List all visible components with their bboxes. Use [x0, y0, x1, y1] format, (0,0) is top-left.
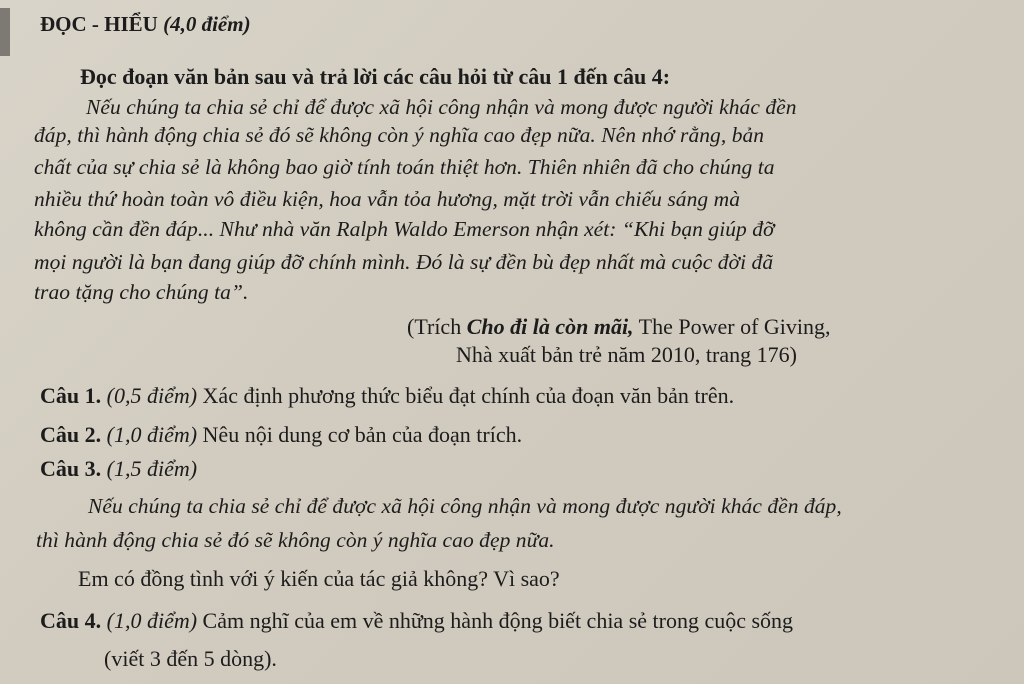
question-3-prompt: Em có đồng tình với ý kiến của tác giả không? Vì sao? [78, 566, 560, 591]
citation-rest: The Power of Giving, [633, 314, 831, 339]
section-title-label: ĐỌC - HIỂU [40, 12, 158, 36]
question-points: (1,0 điểm) [106, 608, 198, 633]
passage-line: không cần đền đáp... Như nhà văn Ralph Waldo Emerson nhận xét: “Khi bạn giúp đỡ [34, 217, 775, 241]
question-text: Cảm nghĩ của em về những hành động biết chia sẻ trong cuộc sống [202, 608, 794, 633]
citation-open: (Trích [407, 314, 467, 339]
question-points: (1,5 điểm) [106, 456, 198, 481]
passage-line: Nếu chúng ta chia sẻ chỉ để được xã hội công nhận và mong được người khác đền [86, 95, 797, 119]
instruction: Đọc đoạn văn bản sau và trả lời các câu hỏi từ câu 1 đến câu 4: [80, 64, 671, 89]
question-1 [40, 383, 734, 409]
question-label: Câu 2. [40, 422, 102, 447]
question-text: Xác định phương thức biểu đạt chính của đoạn văn bản trên. [202, 383, 735, 408]
citation-line-1 [407, 314, 831, 340]
passage-line: đáp, thì hành động chia sẻ đó sẽ không còn ý nghĩa cao đẹp nữa. Nên nhớ rằng, bản [34, 123, 765, 147]
question-3-quote-line-2: thì hành động chia sẻ đó sẽ không còn ý nghĩa cao đẹp nữa. [36, 528, 555, 552]
question-label: Câu 3. [40, 456, 102, 481]
question-3 [40, 456, 197, 482]
passage-line: nhiều thứ hoàn toàn vô điều kiện, hoa vẫn tỏa hương, mặt trời vẫn chiếu sáng mà [34, 187, 741, 211]
citation-line-2: Nhà xuất bản trẻ năm 2010, trang 176) [456, 342, 797, 367]
section-title-points: (4,0 điểm) [163, 12, 251, 36]
passage-line: trao tặng cho chúng ta”. [34, 280, 249, 304]
passage-line: mọi người là bạn đang giúp đỡ chính mình. Đó là sự đền bù đẹp nhất mà cuộc đời đã [34, 250, 774, 274]
question-label: Câu 1. [40, 383, 102, 408]
question-2 [40, 422, 522, 448]
question-label: Câu 4. [40, 608, 102, 633]
question-4-line-2: (viết 3 đến 5 dòng). [104, 646, 277, 671]
passage-line: chất của sự chia sẻ là không bao giờ tính toán thiệt hơn. Thiên nhiên đã cho chúng ta [34, 155, 775, 179]
question-4 [40, 608, 793, 634]
page-edge-bar [0, 8, 10, 56]
question-points: (1,0 điểm) [106, 422, 198, 447]
question-3-quote-line-1: Nếu chúng ta chia sẻ chỉ để được xã hội công nhận và mong được người khác đền đáp, [88, 494, 842, 518]
section-title [40, 12, 251, 37]
question-text: Nêu nội dung cơ bản của đoạn trích. [202, 422, 523, 447]
citation-book-title: Cho đi là còn mãi, [466, 314, 634, 339]
question-points: (0,5 điểm) [106, 383, 198, 408]
